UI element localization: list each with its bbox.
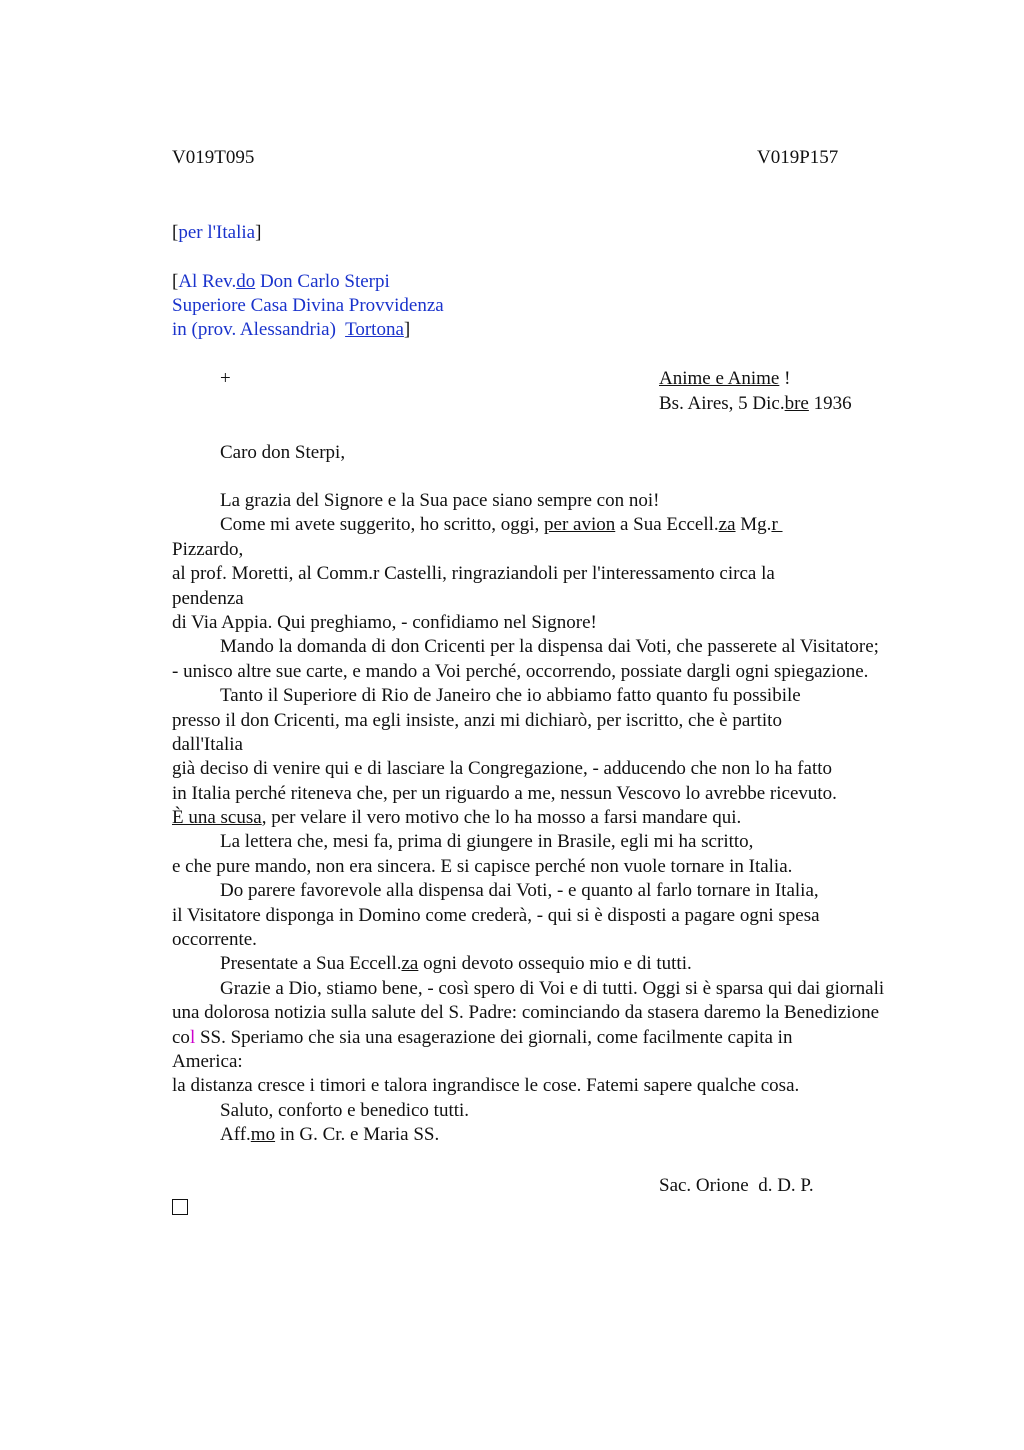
body-line: Saluto, conforto e benedico tutti. xyxy=(220,1099,470,1121)
body-line: La grazia del Signore e la Sua pace siano sempre con noi! xyxy=(220,490,660,511)
body-line: al prof. Moretti, al Comm.r Castelli, ringraziandoli per l'interessamento circa la xyxy=(172,563,775,585)
body-line: Tanto il Superiore di Rio de Janeiro che io abbiamo fatto quanto fu possibile xyxy=(220,685,801,707)
letter-body xyxy=(172,489,972,1148)
body-line: Presentate a Sua Eccell.za ogni devoto ossequio mio e di tutti. xyxy=(220,953,692,975)
body-line: pendenza xyxy=(172,587,244,609)
body-line: il Visitatore disponga in Domino come crederà, - qui si è disposti a pagare ogni spesa xyxy=(172,904,820,926)
dateline: Bs. Aires, 5 Dic.bre 1936 xyxy=(659,393,852,414)
body-line: America: xyxy=(172,1050,243,1072)
destination-note: [per l'Italia] xyxy=(172,222,262,243)
signature: Sac. Orione d. D. P. xyxy=(659,1175,814,1196)
cross-mark: + xyxy=(220,368,231,389)
body-line: Pizzardo, xyxy=(172,538,244,560)
body-line: la distanza cresce i timori e talora ingrandisce le cose. Fatemi sapere qualche cosa. xyxy=(172,1075,800,1097)
address-line-1: [Al Rev.do Don Carlo Sterpi xyxy=(172,271,390,292)
body-line: occorrente. xyxy=(172,929,257,951)
body-line: in Italia perché riteneva che, per un riguardo a me, nessun Vescovo lo avrebbe ricevuto. xyxy=(172,782,837,804)
body-line: di Via Appia. Qui preghiamo, - confidiamo nel Signore! xyxy=(172,611,597,633)
address-line-2: Superiore Casa Divina Provvidenza xyxy=(172,295,444,316)
end-box-icon xyxy=(172,1199,188,1215)
body-line: - unisco altre sue carte, e mando a Voi perché, occorrendo, possiate dargli ogni spiegazione. xyxy=(172,660,869,682)
body-line: già deciso di venire qui e di lasciare la Congregazione, - adducendo che non lo ha fatto xyxy=(172,758,832,780)
body-line: una dolorosa notizia sulla salute del S. Padre: cominciando da stasera daremo la Benedizione xyxy=(172,1002,879,1024)
body-line: Come mi avete suggerito, ho scritto, oggi, per avion a Sua Eccell.za Mg.r xyxy=(220,514,783,536)
body-line: È una scusa, per velare il vero motivo che lo ha mosso a farsi mandare qui. xyxy=(172,807,742,829)
body-line: Aff.mo in G. Cr. e Maria SS. xyxy=(220,1124,440,1146)
body-line: Do parere favorevole alla dispensa dai Voti, - e quanto al farlo tornare in Italia, xyxy=(220,880,819,902)
body-line: Mando la domanda di don Cricenti per la dispensa dai Voti, che passerete al Visitatore; xyxy=(220,636,879,658)
body-line: col SS. Speriamo che sia una esagerazione dei giornali, come facilmente capita in xyxy=(172,1026,793,1048)
motto: Anime e Anime ! xyxy=(659,368,791,389)
body-line: dall'Italia xyxy=(172,733,243,755)
salutation: Caro don Sterpi, xyxy=(220,442,346,463)
left-document-code: V019T095 xyxy=(172,147,255,168)
body-line: presso il don Cricenti, ma egli insiste, anzi mi dichiarò, per iscritto, che è partito xyxy=(172,709,782,731)
right-document-code: V019P157 xyxy=(757,147,839,168)
body-line: Grazie a Dio, stiamo bene, - così spero di Voi e di tutti. Oggi si è sparsa qui dai giornali xyxy=(220,977,885,999)
body-line: La lettera che, mesi fa, prima di giungere in Brasile, egli mi ha scritto, xyxy=(220,831,754,853)
body-line: e che pure mando, non era sincera. E si capisce perché non vuole tornare in Italia. xyxy=(172,855,793,877)
address-line-3: in (prov. Alessandria) Tortona] xyxy=(172,319,411,340)
